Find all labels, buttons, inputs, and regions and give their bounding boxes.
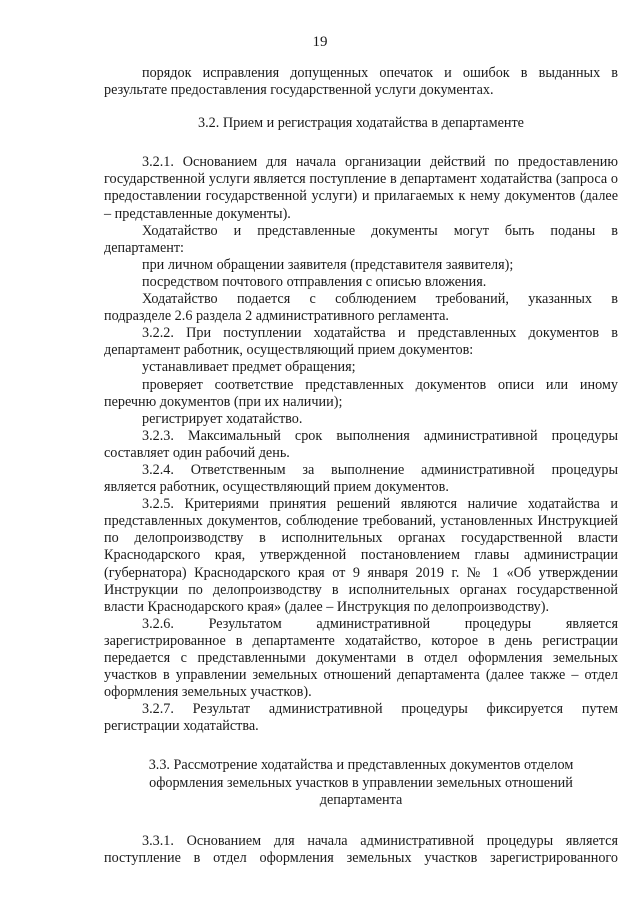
intro-line-1: порядок исправления допущенных опечаток и ошибок в выданных в xyxy=(142,65,618,81)
paragraph-continuation: перечню документов (при их наличии); xyxy=(104,393,343,410)
paragraph-first-line: устанавливает предмет обращения; xyxy=(142,359,356,376)
paragraph-3-3-1-line-2: поступление в отдел оформления земельных участков зарегистрированного xyxy=(104,849,618,866)
paragraph-continuation: департамент работник, осуществляющий прием документов: xyxy=(104,342,474,359)
paragraph xyxy=(104,257,618,274)
paragraph-continuation: является работник, осуществляющий прием документов. xyxy=(104,479,449,496)
paragraph-continuation: зарегистрированное в департаменте ходатайство, которое в день регистрации передается с представленными документами в отдел оформления земельных участков в управлении земельных отношений департамента (далее также – отдел оформления земельных участков). xyxy=(104,632,618,701)
paragraph-first-line: 3.2.7. Результат административной процедуры фиксируется путем xyxy=(142,701,618,718)
paragraph-first-line: Ходатайство и представленные документы могут быть поданы в xyxy=(142,222,618,239)
paragraph-first-line: посредством почтового отправления с описью вложения. xyxy=(142,273,487,290)
paragraph-continuation: регистрации ходатайства. xyxy=(104,718,259,735)
paragraph-first-line: 3.2.6. Результатом административной процедуры является xyxy=(142,615,618,632)
paragraph xyxy=(104,274,618,291)
paragraph xyxy=(104,223,618,257)
section-heading-3-3 xyxy=(104,757,618,808)
paragraph-first-line: 3.2.2. При поступлении ходатайства и представленных документов в xyxy=(142,325,618,342)
intro-line-2: результате предоставления государственной услуги документах. xyxy=(104,82,494,99)
paragraph xyxy=(104,291,618,325)
paragraph-first-line: при личном обращении заявителя (представителя заявителя); xyxy=(142,256,514,273)
section-3-2 xyxy=(104,154,618,735)
paragraph-continuation: подразделе 2.6 раздела 2 административного регламента. xyxy=(104,308,449,325)
paragraph xyxy=(104,428,618,462)
paragraph xyxy=(104,496,618,616)
paragraph-first-line: регистрирует ходатайство. xyxy=(142,410,303,427)
paragraph-first-line: 3.2.4. Ответственным за выполнение административной процедуры xyxy=(142,461,618,478)
paragraph xyxy=(104,154,618,222)
paragraph-continuation: департамент: xyxy=(104,239,184,256)
paragraph xyxy=(104,359,618,376)
paragraph-3-3-1-line-1: 3.3.1. Основанием для начала административной процедуры является xyxy=(142,832,618,849)
paragraph-continuation: составляет один рабочий день. xyxy=(104,444,290,461)
paragraph xyxy=(104,377,618,411)
paragraph xyxy=(104,701,618,735)
paragraph xyxy=(104,325,618,359)
section-heading-3-2: 3.2. Прием и регистрация ходатайства в департаменте xyxy=(198,115,524,132)
paragraph-first-line: проверяет соответствие представленных документов описи или иному xyxy=(142,376,618,393)
document-body xyxy=(104,65,618,867)
paragraph-continuation: представленных документов, соблюдение требований, установленных Инструкцией по делопроизводству в исполнительных органах государственной власти Краснодарского края, утвержденной постановлением главы администрации (губернатора) Краснодарского края от 9 января 2019 г. № 1 «Об утверждении Инструкции по делопроизводству в исполнительных органах государственной власти Краснодарского края» (далее – Инструкция по делопроизводству). xyxy=(104,513,618,615)
paragraph xyxy=(104,616,618,701)
paragraph-first-line: 3.2.5. Критериями принятия решений являются наличие ходатайства и xyxy=(142,496,618,513)
paragraph-first-line: 3.2.3. Максимальный срок выполнения административной процедуры xyxy=(142,427,618,444)
paragraph-first-line: 3.2.1. Основанием для начала организации действий по предоставлению xyxy=(142,154,618,171)
heading-3-3-line-2: оформления земельных участков в управлении земельных отношений xyxy=(149,774,573,791)
paragraph xyxy=(104,411,618,428)
paragraph xyxy=(104,462,618,496)
paragraph-continuation: государственной услуги является поступление в департамент ходатайства (запроса о предоставлении государственной услуги) и прилагаемых к нему документов (далее – представленные документы). xyxy=(104,171,618,222)
heading-3-3-line-1: 3.3. Рассмотрение ходатайства и представленных документов отделом xyxy=(148,757,574,774)
paragraph-first-line: Ходатайство подается с соблюдением требований, указанных в xyxy=(142,291,618,308)
heading-3-3-line-3: департамента xyxy=(319,791,403,808)
page-number: 19 xyxy=(312,34,328,50)
